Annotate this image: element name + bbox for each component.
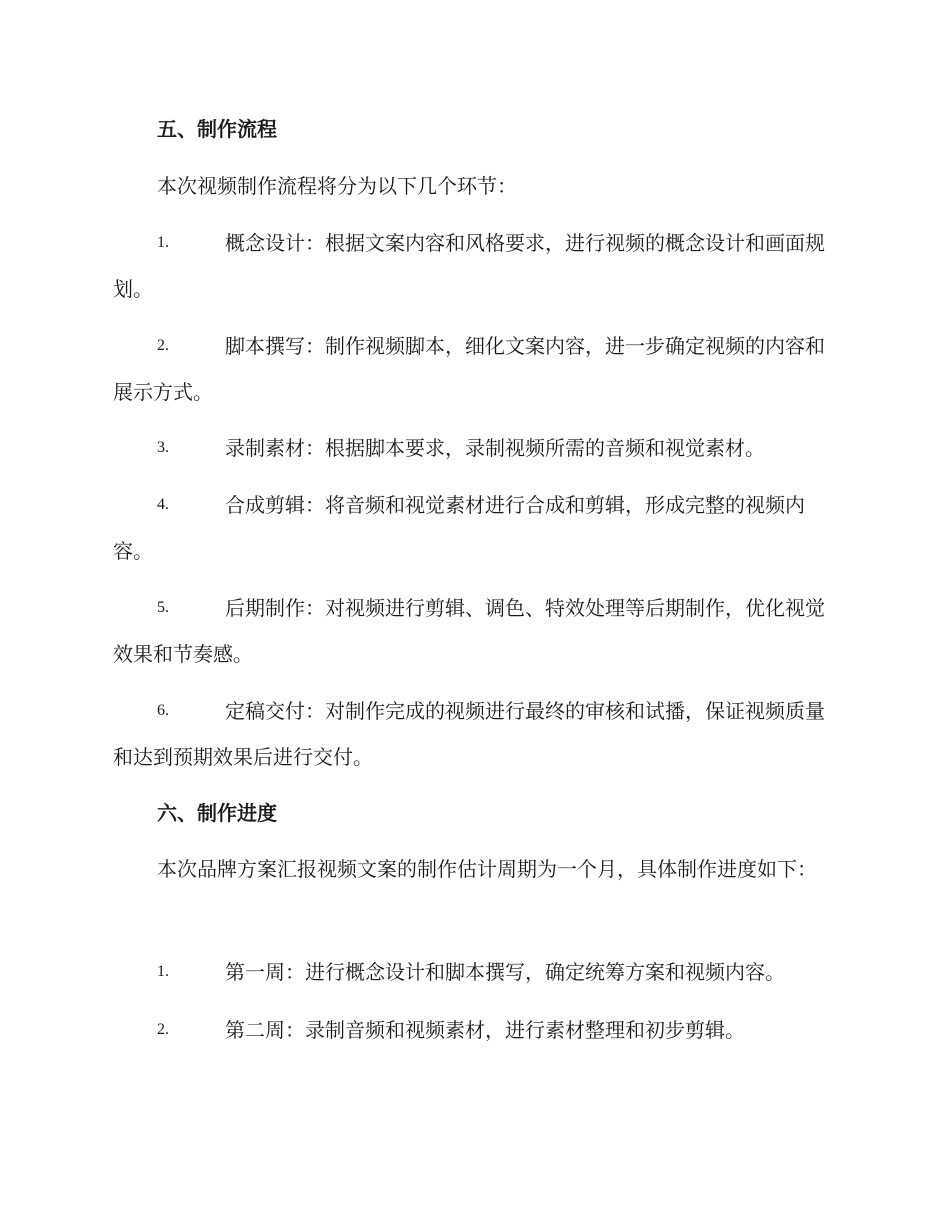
list-item-number: 2.: [157, 1021, 169, 1038]
list-item: [113, 323, 833, 415]
list-item-text: 脚本撰写：制作视频脚本，细化文案内容，进一步确定视频的内容和展示方式。: [113, 334, 825, 404]
list-item-text: 后期制作：对视频进行剪辑、调色、特效处理等后期制作，优化视觉效果和节奏感。: [113, 596, 825, 666]
list-item-number: 5.: [157, 599, 169, 616]
list-item-text: 定稿交付：对制作完成的视频进行最终的审核和试播，保证视频质量和达到预期效果后进行交付。: [113, 699, 825, 769]
list-item-number: 1.: [157, 963, 169, 980]
list-item: [113, 1007, 833, 1053]
section-heading-production-process: 五、制作流程: [157, 117, 277, 141]
section-intro-paragraph: 本次品牌方案汇报视频文案的制作估计周期为一个月，具体制作进度如下：: [157, 857, 817, 881]
section-heading-production-schedule: 六、制作进度: [157, 801, 277, 825]
list-item: [113, 585, 833, 677]
list-item-text: 概念设计：根据文案内容和风格要求，进行视频的概念设计和画面规划。: [113, 231, 825, 301]
list-item: [113, 425, 833, 471]
list-item-number: 3.: [157, 439, 169, 456]
list-item-number: 6.: [157, 702, 169, 719]
list-item: [113, 482, 833, 574]
list-item-text: 录制素材：根据脚本要求，录制视频所需的音频和视觉素材。: [225, 436, 765, 460]
list-item-number: 4.: [157, 496, 169, 513]
list-item-text: 第一周：进行概念设计和脚本撰写，确定统筹方案和视频内容。: [225, 960, 785, 984]
section-intro-paragraph: 本次视频制作流程将分为以下几个环节：: [157, 174, 517, 198]
list-item: [113, 949, 833, 995]
list-item: [113, 220, 833, 312]
list-item-text: 第二周：录制音频和视频素材，进行素材整理和初步剪辑。: [225, 1018, 745, 1042]
list-item-number: 2.: [157, 337, 169, 354]
list-item-number: 1.: [157, 234, 169, 251]
list-item-text: 合成剪辑：将音频和视觉素材进行合成和剪辑，形成完整的视频内容。: [113, 493, 805, 563]
list-item: [113, 688, 833, 780]
